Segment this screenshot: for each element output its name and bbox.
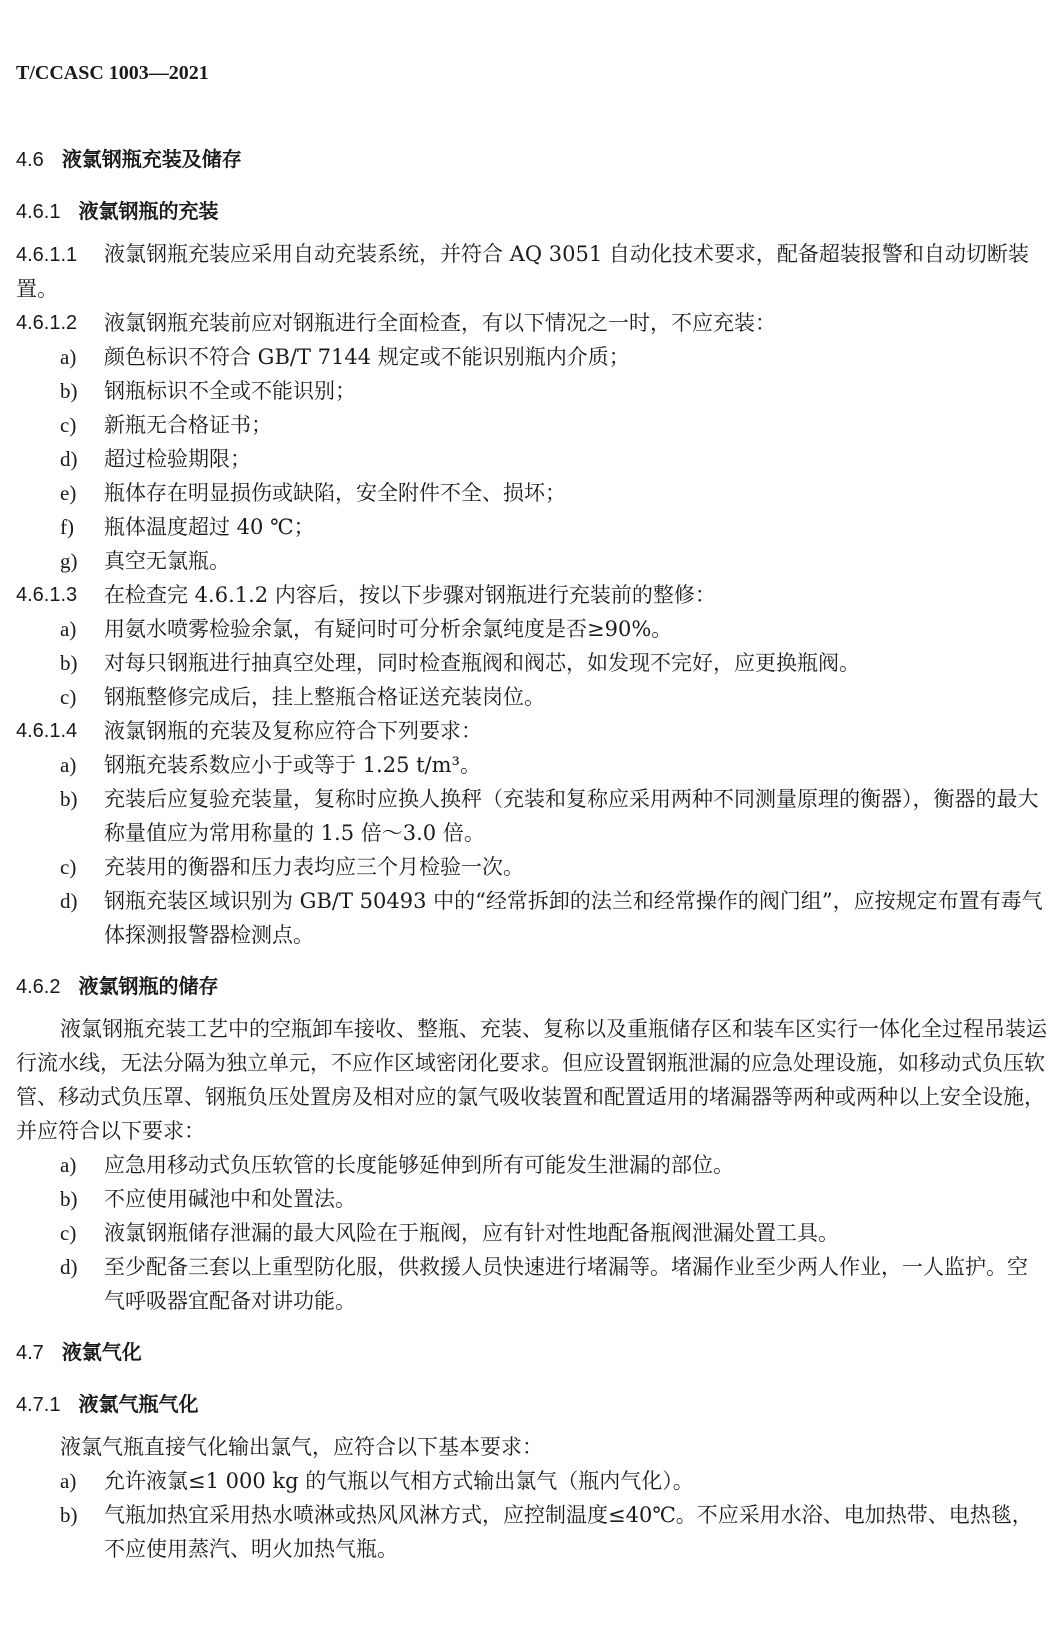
list-4-6-2 [16,1148,1048,1318]
list-item: c) 充装用的衡器和压力表均应三个月检验一次。 [60,855,524,879]
list-item: e) 瓶体存在明显损伤或缺陷，安全附件不全、损坏； [60,481,566,505]
list-item: f) 瓶体温度超过 40 ℃； [60,515,315,539]
list-item: a) 颜色标识不符合 GB/T 7144 规定或不能识别瓶内介质； [60,345,630,369]
list-item: a) 钢瓶充装系数应小于或等于 1.25 t/m³。 [60,753,481,777]
list-item: b) 充装后应复验充装量，复称时应换人换秤（充装和复称应采用两种不同测量原理的衡器），衡器的最大称量值应为常用称量的 1.5 倍～3.0 倍。 [60,787,1039,845]
section-heading-4-6-2: 4.6.2 液氯钢瓶的储存 [16,974,219,998]
clause-4-6-1-3: 4.6.1.3 在检查完 4.6.1.2 内容后，按以下步骤对钢瓶进行充装前的整修： [16,583,716,607]
paragraph-4-7-1: 液氯气瓶直接气化输出氯气，应符合以下基本要求： [60,1435,543,1459]
list-item: b) 气瓶加热宜采用热水喷淋或热风风淋方式，应控制温度≤40℃。不应采用水浴、电加热带、电热毯，不应使用蒸汽、明火加热气瓶。 [60,1503,1033,1561]
list-item: d) 至少配备三套以上重型防化服，供救援人员快速进行堵漏等。堵漏作业至少两人作业，一人监护。空气呼吸器宜配备对讲功能。 [60,1255,1028,1313]
list-4-6-1-3 [16,612,1048,714]
list-item: b) 对每只钢瓶进行抽真空处理，同时检查瓶阀和阀芯，如发现不完好，应更换瓶阀。 [60,651,860,675]
list-item: d) 钢瓶充装区域识别为 GB/T 50493 中的“经常拆卸的法兰和经常操作的阀门组”，应按规定布置有毒气体探测报警器检测点。 [60,889,1043,947]
list-4-6-1-4 [16,748,1048,952]
list-item: b) 不应使用碱池中和处置法。 [60,1187,356,1211]
document-page [16,56,1048,1566]
section-heading-4-6-1: 4.6.1 液氯钢瓶的充装 [16,199,219,223]
list-item: a) 用氨水喷雾检验余氯，有疑问时可分析余氯纯度是否≥90%。 [60,617,673,641]
clause-4-6-1-1: 4.6.1.1 液氯钢瓶充装应采用自动充装系统，并符合 AQ 3051 自动化技术要求，配备超装报警和自动切断装置。 [16,242,1029,301]
list-item: d) 超过检验期限； [60,447,251,471]
list-item: a) 允许液氯≤1 000 kg 的气瓶以气相方式输出氯气（瓶内气化）。 [60,1469,694,1493]
list-4-7-1 [16,1464,1048,1566]
list-item: a) 应急用移动式负压软管的长度能够延伸到所有可能发生泄漏的部位。 [60,1153,734,1177]
list-item: c) 钢瓶整修完成后，挂上整瓶合格证送充装岗位。 [60,685,545,709]
section-heading-4-7-1: 4.7.1 液氯气瓶气化 [16,1392,199,1416]
list-4-6-1-2 [16,340,1048,578]
paragraph-4-6-2: 液氯钢瓶充装工艺中的空瓶卸车接收、整瓶、充装、复称以及重瓶储存区和装车区实行一体化全过程吊装运行流水线，无法分隔为独立单元，不应作区域密闭化要求。但应设置钢瓶泄漏的应急处理设施，如移动式负压软管、移动式负压罩、钢瓶负压处置房及相对应的氯气吸收装置和配置适用的堵漏器等两种或两种以上安全设施，并应符合以下要求： [16,1017,1047,1143]
section-heading-4-6: 4.6 液氯钢瓶充装及储存 [16,147,242,171]
document-number: T/CCASC 1003—2021 [16,62,209,84]
clause-4-6-1-2: 4.6.1.2 液氯钢瓶充装前应对钢瓶进行全面检查，有以下情况之一时，不应充装： [16,311,776,335]
list-item: g) 真空无氯瓶。 [60,549,230,573]
list-item: c) 新瓶无合格证书； [60,413,272,437]
list-item: c) 液氯钢瓶储存泄漏的最大风险在于瓶阀，应有针对性地配备瓶阀泄漏处置工具。 [60,1221,839,1245]
list-item: b) 钢瓶标识不全或不能识别； [60,379,356,403]
clause-4-6-1-4: 4.6.1.4 液氯钢瓶的充装及复称应符合下列要求： [16,719,482,743]
section-heading-4-7: 4.7 液氯气化 [16,1340,142,1364]
